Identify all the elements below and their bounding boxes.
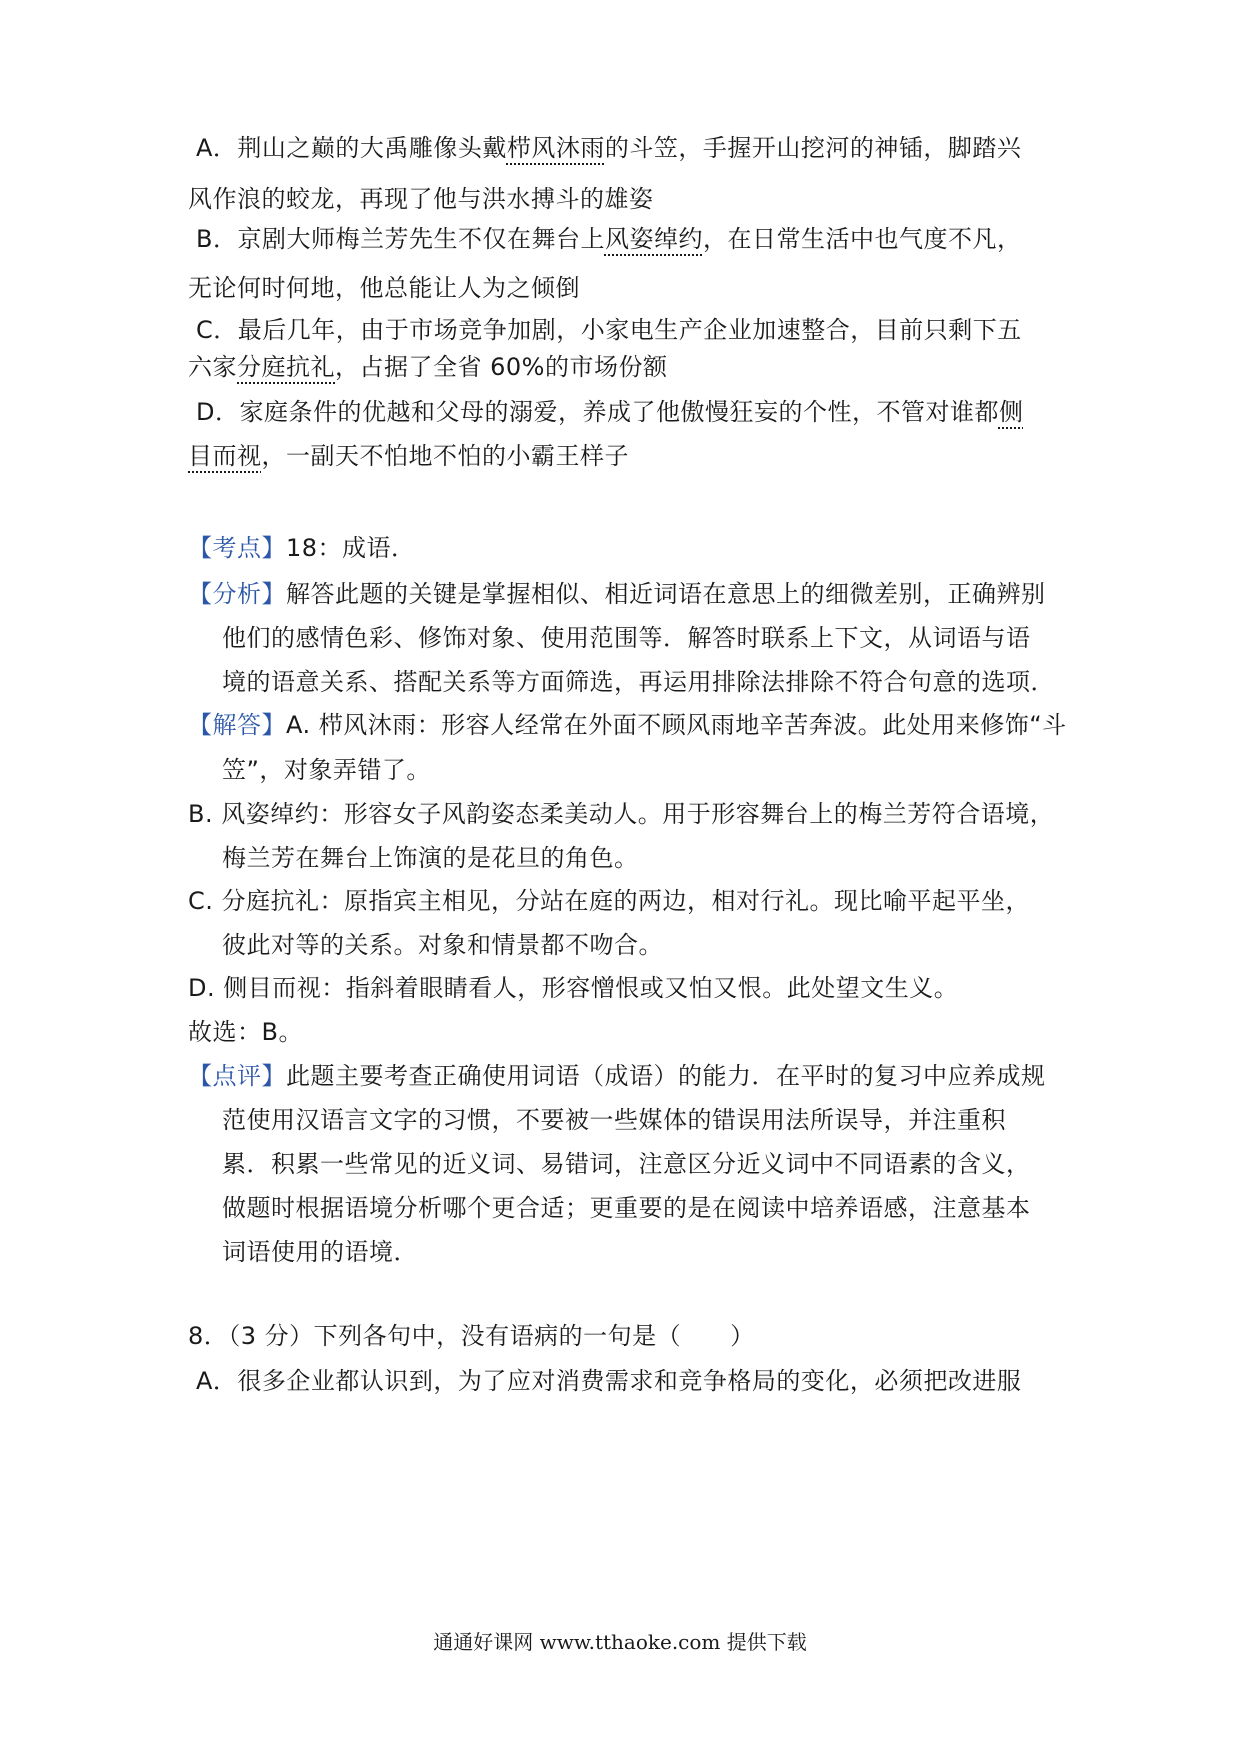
jieda-a-continuation: 笠”，对象弄错了。 bbox=[222, 756, 431, 784]
jieda-b-line: B. 风姿绰约：形容女子风韵姿态柔美动人。用于形容舞台上的梅兰芳符合语境， bbox=[188, 800, 1055, 828]
option-d-continuation bbox=[188, 440, 629, 472]
option-b-text: B．京剧大师梅兰芳先生不仅在舞台上 bbox=[196, 225, 605, 253]
question-8-option-a: A．很多企业都认识到，为了应对消费需求和竞争格局的变化，必须把改进服 bbox=[196, 1367, 1022, 1395]
dianping-line-4: 做题时根据语境分析哪个更合适；更重要的是在阅读中培养语感，注意基本 bbox=[222, 1194, 1031, 1222]
answer-line: 故选：B。 bbox=[188, 1018, 303, 1046]
fenxi-line-2: 他们的感情色彩、修饰对象、使用范围等．解答时联系上下文，从词语与语 bbox=[222, 624, 1031, 652]
option-c-text-post: ，占据了全省 60%的市场份额 bbox=[335, 353, 668, 381]
jieda-d-line: D. 侧目而视：指斜着眼睛看人，形容憎恨或又怕又恨。此处望文生义。 bbox=[188, 974, 959, 1002]
jieda-c-line: C. 分庭抗礼：原指宾主相见，分站在庭的两边，相对行礼。现比喻平起平坐， bbox=[188, 887, 1031, 915]
dianping-line-2: 范使用汉语言文字的习惯，不要被一些媒体的错误用法所误导，并注重积 bbox=[222, 1106, 1006, 1134]
dianping-text: 此题主要考查正确使用词语（成语）的能力．在平时的复习中应养成规 bbox=[286, 1062, 1046, 1090]
option-a-idiom: 栉风沐雨 bbox=[506, 134, 605, 162]
jieda-line bbox=[188, 709, 1067, 741]
option-b-line bbox=[196, 223, 1021, 255]
fenxi-text: 解答此题的关键是掌握相似、相近词语在意思上的细微差别，正确辨别 bbox=[286, 580, 1046, 608]
option-a-text-post: 的斗笠，手握开山挖河的神锸，脚踏兴 bbox=[604, 134, 1022, 162]
kaodian-tag: 【考点】 bbox=[188, 534, 286, 562]
option-c-idiom: 分庭抗礼 bbox=[237, 353, 335, 381]
fenxi-tag: 【分析】 bbox=[188, 580, 286, 608]
jieda-b-continuation: 梅兰芳在舞台上饰演的是花旦的角色。 bbox=[222, 844, 639, 872]
option-d-line bbox=[196, 396, 1023, 428]
jieda-a-text: A. 栉风沐雨：形容人经常在外面不顾风雨地辛苦奔波。此处用来修饰“斗 bbox=[286, 711, 1067, 739]
dianping-tag: 【点评】 bbox=[188, 1062, 286, 1090]
page-footer: 通通好课网 www.tthaoke.com 提供下载 bbox=[433, 1630, 807, 1654]
option-b-text-post: ，在日常生活中也气度不凡， bbox=[702, 225, 1022, 253]
kaodian-text: 18：成语． bbox=[286, 534, 416, 562]
option-d-text: D．家庭条件的优越和父母的溺爱，养成了他傲慢狂妄的个性，不管对谁都 bbox=[196, 398, 999, 426]
option-a-line bbox=[196, 132, 1021, 164]
fenxi-line-3: 境的语意关系、搭配关系等方面筛选，再运用排除法排除不符合句意的选项． bbox=[222, 668, 1055, 696]
option-d-idiom-end: 目而视 bbox=[188, 442, 262, 470]
dianping-line bbox=[188, 1060, 1046, 1092]
jieda-tag: 【解答】 bbox=[188, 711, 286, 739]
fenxi-line bbox=[188, 578, 1046, 610]
question-8-stem: 8．（3 分）下列各句中，没有语病的一句是（ ） bbox=[188, 1322, 755, 1350]
option-b-continuation: 无论何时何地，他总能让人为之倾倒 bbox=[188, 274, 580, 302]
option-a-continuation: 风作浪的蛟龙，再现了他与洪水搏斗的雄姿 bbox=[188, 185, 654, 213]
dianping-line-5: 词语使用的语境． bbox=[222, 1238, 418, 1266]
option-c-text: 六家 bbox=[188, 353, 237, 381]
option-c-continuation bbox=[188, 351, 667, 383]
jieda-c-continuation: 彼此对等的关系。对象和情景都不吻合。 bbox=[222, 931, 663, 959]
dianping-line-3: 累．积累一些常见的近义词、易错词，注意区分近义词中不同语素的含义， bbox=[222, 1150, 1031, 1178]
option-c-line: C．最后几年，由于市场竞争加剧，小家电生产企业加速整合，目前只剩下五 bbox=[196, 316, 1022, 344]
option-d-text-post: ，一副天不怕地不怕的小霸王样子 bbox=[261, 442, 629, 470]
option-b-idiom: 风姿绰约 bbox=[604, 225, 703, 253]
option-d-idiom-start: 侧 bbox=[998, 398, 1024, 426]
option-a-text: A．荆山之巅的大禹雕像头戴 bbox=[196, 134, 507, 162]
kaodian-line bbox=[188, 532, 416, 564]
